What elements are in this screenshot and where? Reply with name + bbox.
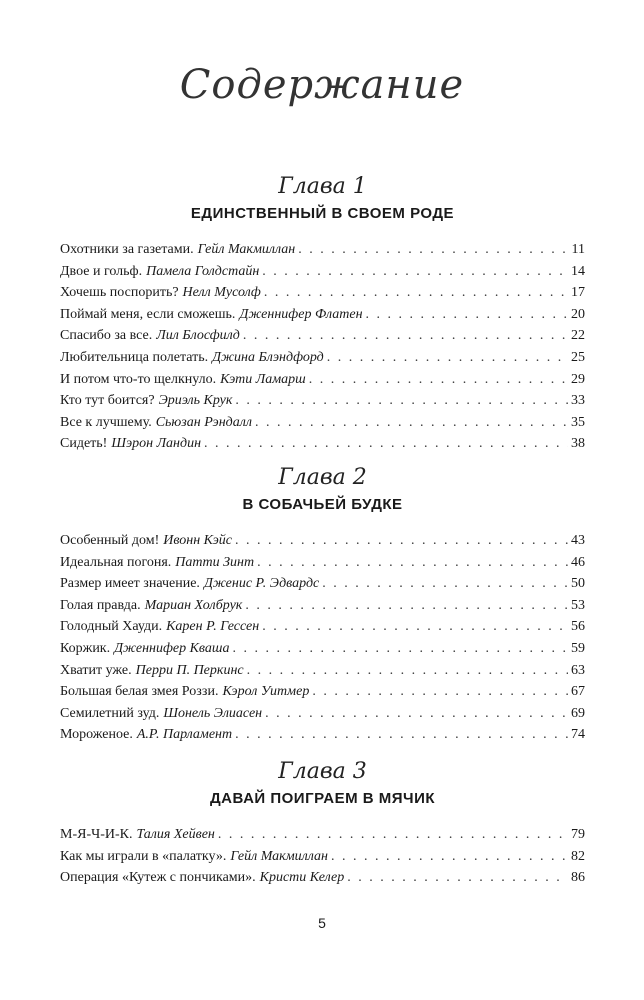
entry-page: 67 xyxy=(571,684,585,700)
entry-author: Перри П. Перкинс xyxy=(135,662,244,678)
entry-author: Дженнифер Флатен xyxy=(239,306,363,322)
entry-title: Голодный Хауди. xyxy=(60,619,163,635)
dot-leader xyxy=(235,533,568,549)
chapter-title: Глава 1 xyxy=(278,174,367,199)
entry-title: Двое и гольф. xyxy=(60,263,143,279)
dot-leader xyxy=(322,576,568,592)
entry-page: 56 xyxy=(571,619,585,635)
toc-entry[interactable] xyxy=(60,350,585,372)
entry-author: Карен Р. Гессен xyxy=(166,619,260,635)
entry-author: Кэти Ламарш xyxy=(220,371,306,387)
entry-page: 63 xyxy=(571,662,585,678)
chapter-subtitle: ЕДИНСТВЕННЫЙ В СВОЕМ РОДЕ xyxy=(190,205,455,222)
entry-title: Мороженое. xyxy=(60,727,133,743)
entry-author: Лил Блосфилд xyxy=(156,328,240,344)
chapter-title: Глава 2 xyxy=(278,465,367,490)
entry-page: 53 xyxy=(571,597,585,613)
dot-leader xyxy=(245,598,568,614)
entry-author: Шэрон Ландин xyxy=(111,436,202,452)
dot-leader xyxy=(232,641,568,657)
entry-author: Ивонн Кэйс xyxy=(163,533,232,548)
entry-page: 74 xyxy=(571,727,585,743)
entry-author: Кэрол Уитмер xyxy=(222,684,310,700)
dot-leader xyxy=(204,436,568,452)
chapter-subtitle: В СОБАЧЬЕЙ БУДКЕ xyxy=(242,496,403,513)
page-title: Содержание xyxy=(179,62,465,108)
toc-entry[interactable] xyxy=(60,285,585,307)
entry-page: 35 xyxy=(571,414,585,430)
toc-entry[interactable] xyxy=(60,641,585,663)
entry-title: Размер имеет значение. xyxy=(60,576,200,592)
entry-list xyxy=(60,827,585,892)
dot-leader xyxy=(327,350,568,366)
dot-leader xyxy=(247,663,568,679)
entry-title: Большая белая змея Роззи. xyxy=(60,684,219,700)
toc-entry[interactable] xyxy=(60,576,585,598)
toc-entry[interactable] xyxy=(60,372,585,394)
dot-leader xyxy=(255,415,568,431)
entry-page: 79 xyxy=(571,827,585,842)
dot-leader xyxy=(312,684,568,700)
dot-leader xyxy=(235,393,568,409)
entry-page: 46 xyxy=(571,554,585,570)
entry-page: 86 xyxy=(571,870,585,886)
entry-author: А.Р. Парламент xyxy=(136,727,233,743)
toc-entry[interactable] xyxy=(60,684,585,706)
dot-leader xyxy=(257,555,568,571)
entry-page: 59 xyxy=(571,640,585,656)
toc-entry[interactable] xyxy=(60,870,585,892)
chapter-3 xyxy=(60,757,585,892)
entry-title: Все к лучшему. xyxy=(60,414,152,430)
entry-author: Сьюзан Рэндалл xyxy=(155,414,252,430)
dot-leader xyxy=(264,285,568,301)
chapter-title: Глава 3 xyxy=(278,759,367,784)
entry-author: Нелл Мусолф xyxy=(182,285,261,301)
dot-leader xyxy=(309,372,568,388)
dot-leader xyxy=(262,619,568,635)
entry-title: Идеальная погоня. xyxy=(60,554,172,570)
toc-entry[interactable] xyxy=(60,555,585,577)
toc-entry[interactable] xyxy=(60,307,585,329)
entry-page: 14 xyxy=(571,263,585,279)
dot-leader xyxy=(235,727,568,743)
dot-leader xyxy=(218,827,568,843)
entry-list xyxy=(60,533,585,749)
entry-author: Патти Зинт xyxy=(175,554,255,570)
entry-title: И потом что-то щелкнуло. xyxy=(60,371,217,387)
entry-author: Кристи Келер xyxy=(259,870,345,886)
toc-entry[interactable] xyxy=(60,533,585,555)
entry-author: Джина Блэндфорд xyxy=(212,349,324,365)
toc-entry[interactable] xyxy=(60,598,585,620)
entry-title: Сидеть! xyxy=(60,436,108,452)
entry-title: Хватит уже. xyxy=(60,662,132,678)
entry-title: Кто тут боится? xyxy=(60,393,155,409)
toc-entry[interactable] xyxy=(60,393,585,415)
entry-page: 20 xyxy=(571,306,585,322)
dot-leader xyxy=(331,849,568,865)
entry-page: 25 xyxy=(571,349,585,365)
toc-entry[interactable] xyxy=(60,827,585,849)
chapter-2 xyxy=(60,463,585,749)
dot-leader xyxy=(243,328,568,344)
entry-author: Талия Хейвен xyxy=(136,827,215,842)
toc-entry[interactable] xyxy=(60,727,585,749)
entry-page: 22 xyxy=(571,328,585,344)
entry-page: 69 xyxy=(571,705,585,721)
entry-title: М-Я-Ч-И-К. xyxy=(60,827,133,842)
entry-title: Особенный дом! xyxy=(60,533,160,548)
toc-entry[interactable] xyxy=(60,415,585,437)
toc-entry[interactable] xyxy=(60,849,585,871)
toc-entry[interactable] xyxy=(60,619,585,641)
entry-page: 50 xyxy=(571,576,585,592)
chapter-1 xyxy=(60,172,585,458)
dot-leader xyxy=(265,706,568,722)
entry-author: Дженнифер Кваша xyxy=(114,640,230,656)
entry-page: 29 xyxy=(571,371,585,387)
entry-title: Хочешь поспорить? xyxy=(60,285,179,301)
toc-entry[interactable] xyxy=(60,436,585,458)
entry-author: Эриэль Крук xyxy=(158,393,233,409)
dot-leader xyxy=(298,242,568,258)
dot-leader xyxy=(366,307,568,323)
toc-entry[interactable] xyxy=(60,328,585,350)
entry-page: 43 xyxy=(571,533,585,548)
entry-title: Семилетний зуд. xyxy=(60,705,160,721)
entry-title: Поймай меня, если сможешь. xyxy=(60,306,236,322)
entry-author: Памела Голдстайн xyxy=(146,263,260,279)
entry-author: Мариан Холбрук xyxy=(144,597,243,613)
entry-title: Операция «Кутеж с пончиками». xyxy=(60,870,256,886)
dot-leader xyxy=(262,264,568,280)
entry-author: Шонель Элиасен xyxy=(163,705,263,721)
entry-title: Любительница полетать. xyxy=(60,349,209,365)
chapter-subtitle: ДАВАЙ ПОИГРАЕМ В МЯЧИК xyxy=(209,790,436,807)
entry-author: Гейл Макмиллан xyxy=(230,848,328,864)
entry-author: Дженис Р. Эдвардс xyxy=(203,576,320,592)
entry-page: 82 xyxy=(571,848,585,864)
entry-page: 11 xyxy=(571,242,585,257)
toc-entry[interactable] xyxy=(60,242,585,264)
entry-title: Коржик. xyxy=(60,640,111,656)
entry-page: 33 xyxy=(571,393,585,409)
entry-page: 38 xyxy=(571,436,585,452)
entry-title: Охотники за газетами. xyxy=(60,242,194,257)
toc-entry[interactable] xyxy=(60,706,585,728)
toc-entry[interactable] xyxy=(60,264,585,286)
page-number: 5 xyxy=(318,915,326,931)
entry-list xyxy=(60,242,585,458)
toc-entry[interactable] xyxy=(60,663,585,685)
entry-title: Голая правда. xyxy=(60,597,141,613)
entry-page: 17 xyxy=(571,285,585,301)
entry-author: Гейл Макмиллан xyxy=(197,242,296,257)
entry-title: Как мы играли в «палатку». xyxy=(60,848,227,864)
entry-title: Спасибо за все. xyxy=(60,328,153,344)
dot-leader xyxy=(347,870,568,886)
